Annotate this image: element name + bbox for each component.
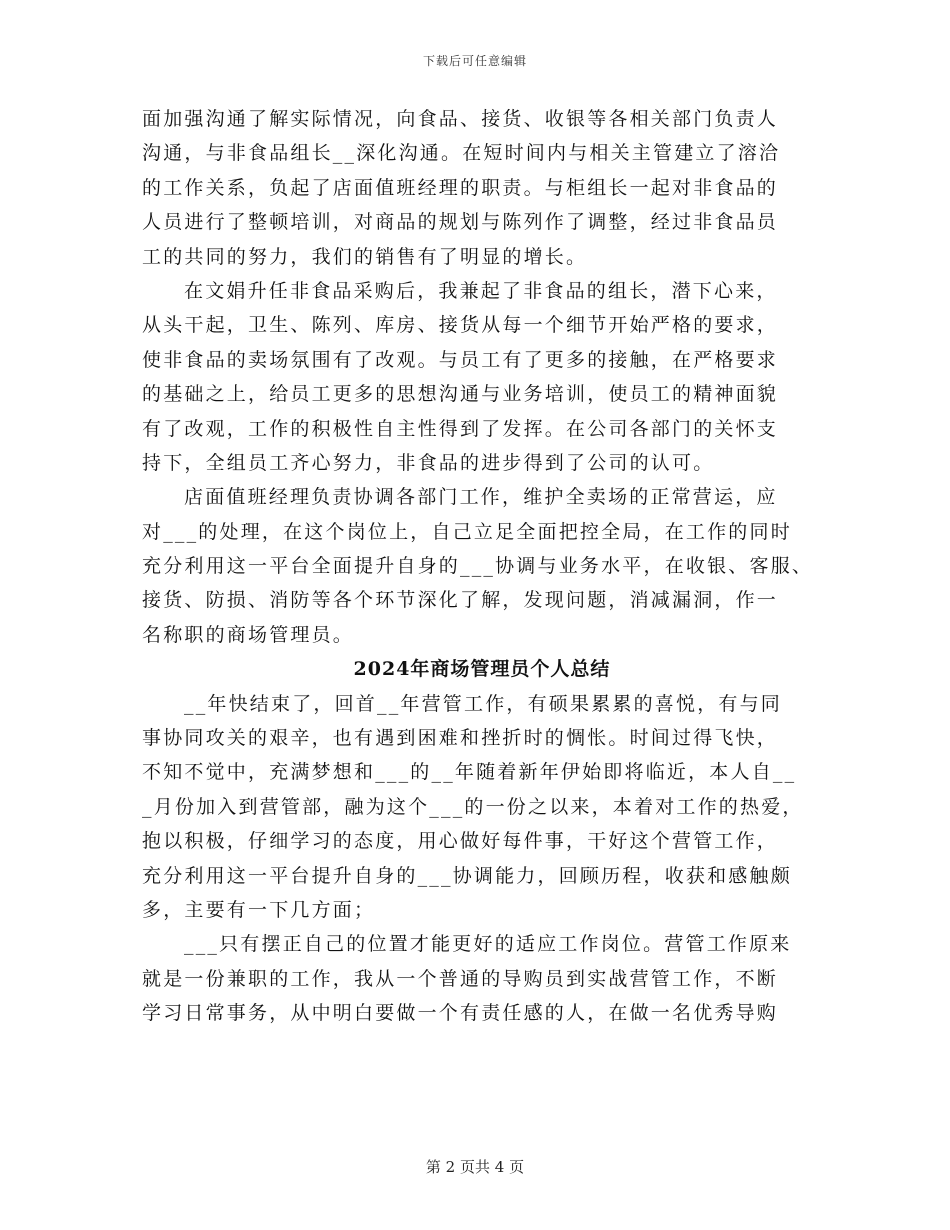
text-line: 对___的处理，在这个岗位上，自己立足全面把控全局，在工作的同时 [142,520,792,543]
text-line: 的基础之上，给员工更多的思想沟通与业务培训，使员工的精神面貌 [142,383,779,406]
text-line: 有了改观，工作的积极性自主性得到了发挥。在公司各部门的关怀支 [142,417,779,440]
section-title: 2024年商场管理员个人总结 [353,658,611,681]
text-line: 工的共同的努力，我们的销售有了明显的增长。 [142,245,588,268]
text-line: _月份加入到营管部，融为这个___的一份之以来，本着对工作的热爱， [142,795,804,818]
text-line: 接货、防损、消防等各个环节深化了解，发现问题，消减漏洞，作一 [142,589,779,612]
text-line: 从头干起，卫生、陈列、库房、接货从每一个细节开始严格的要求， [142,314,779,337]
text-line: 名称职的商场管理员。 [142,623,355,646]
text-line: 的工作关系，负起了店面值班经理的职责。与柜组长一起对非食品的 [142,176,779,199]
text-line: 持下，全组员工齐心努力，非食品的进步得到了公司的认可。 [142,451,715,474]
paragraph-first-line: ___只有摆正自己的位置才能更好的适应工作岗位。营管工作原来 [184,933,792,956]
text-line: 充分利用这一平台全面提升自身的___协调与业务水平，在收银、客服、 [142,555,814,578]
paragraph-first-line: 店面值班经理负责协调各部门工作，维护全卖场的正常营运，应 [184,486,778,509]
text-line: 充分利用这一平台提升自身的___协调能力，回顾历程，收获和感触颇 [142,864,792,887]
text-line: 不知不觉中，充满梦想和___的__年随着新年伊始即将临近，本人自__ [142,761,797,784]
text-line: 人员进行了整顿培训，对商品的规划与陈列作了调整，经过非食品员 [142,211,779,234]
text-line: 使非食品的卖场氛围有了改观。与员工有了更多的接触，在严格要求 [142,348,779,371]
text-line: 多，主要有一下几方面； [142,898,376,921]
text-line: 面加强沟通了解实际情况，向食品、接货、收银等各相关部门负责人 [142,108,779,130]
document-body [142,102,822,1031]
text-line: 就是一份兼职的工作，我从一个普通的导购员到实战营管工作，不断 [142,967,779,990]
text-line: 抱以积极，仔细学习的态度，用心做好每件事，干好这个营管工作， [142,830,779,853]
text-line: 事协同攻关的艰辛，也有遇到困难和挫折时的惆怅。时间过得飞快， [142,727,779,750]
paragraph-first-line: __年快结束了，回首__年营管工作，有硕果累累的喜悦，有与同 [184,692,783,715]
page-footer: 第 2 页共 4 页 [425,1158,525,1176]
page-header: 下载后可任意编辑 [422,54,527,68]
paragraph-first-line: 在文娟升任非食品采购后，我兼起了非食品的组长，潜下心来， [184,279,778,302]
text-line: 学习日常事务，从中明白要做一个有责任感的人，在做一名优秀导购 [142,1002,779,1025]
text-line: 沟通，与非食品组长__深化沟通。在短时间内与相关主管建立了溶洽 [142,142,781,165]
